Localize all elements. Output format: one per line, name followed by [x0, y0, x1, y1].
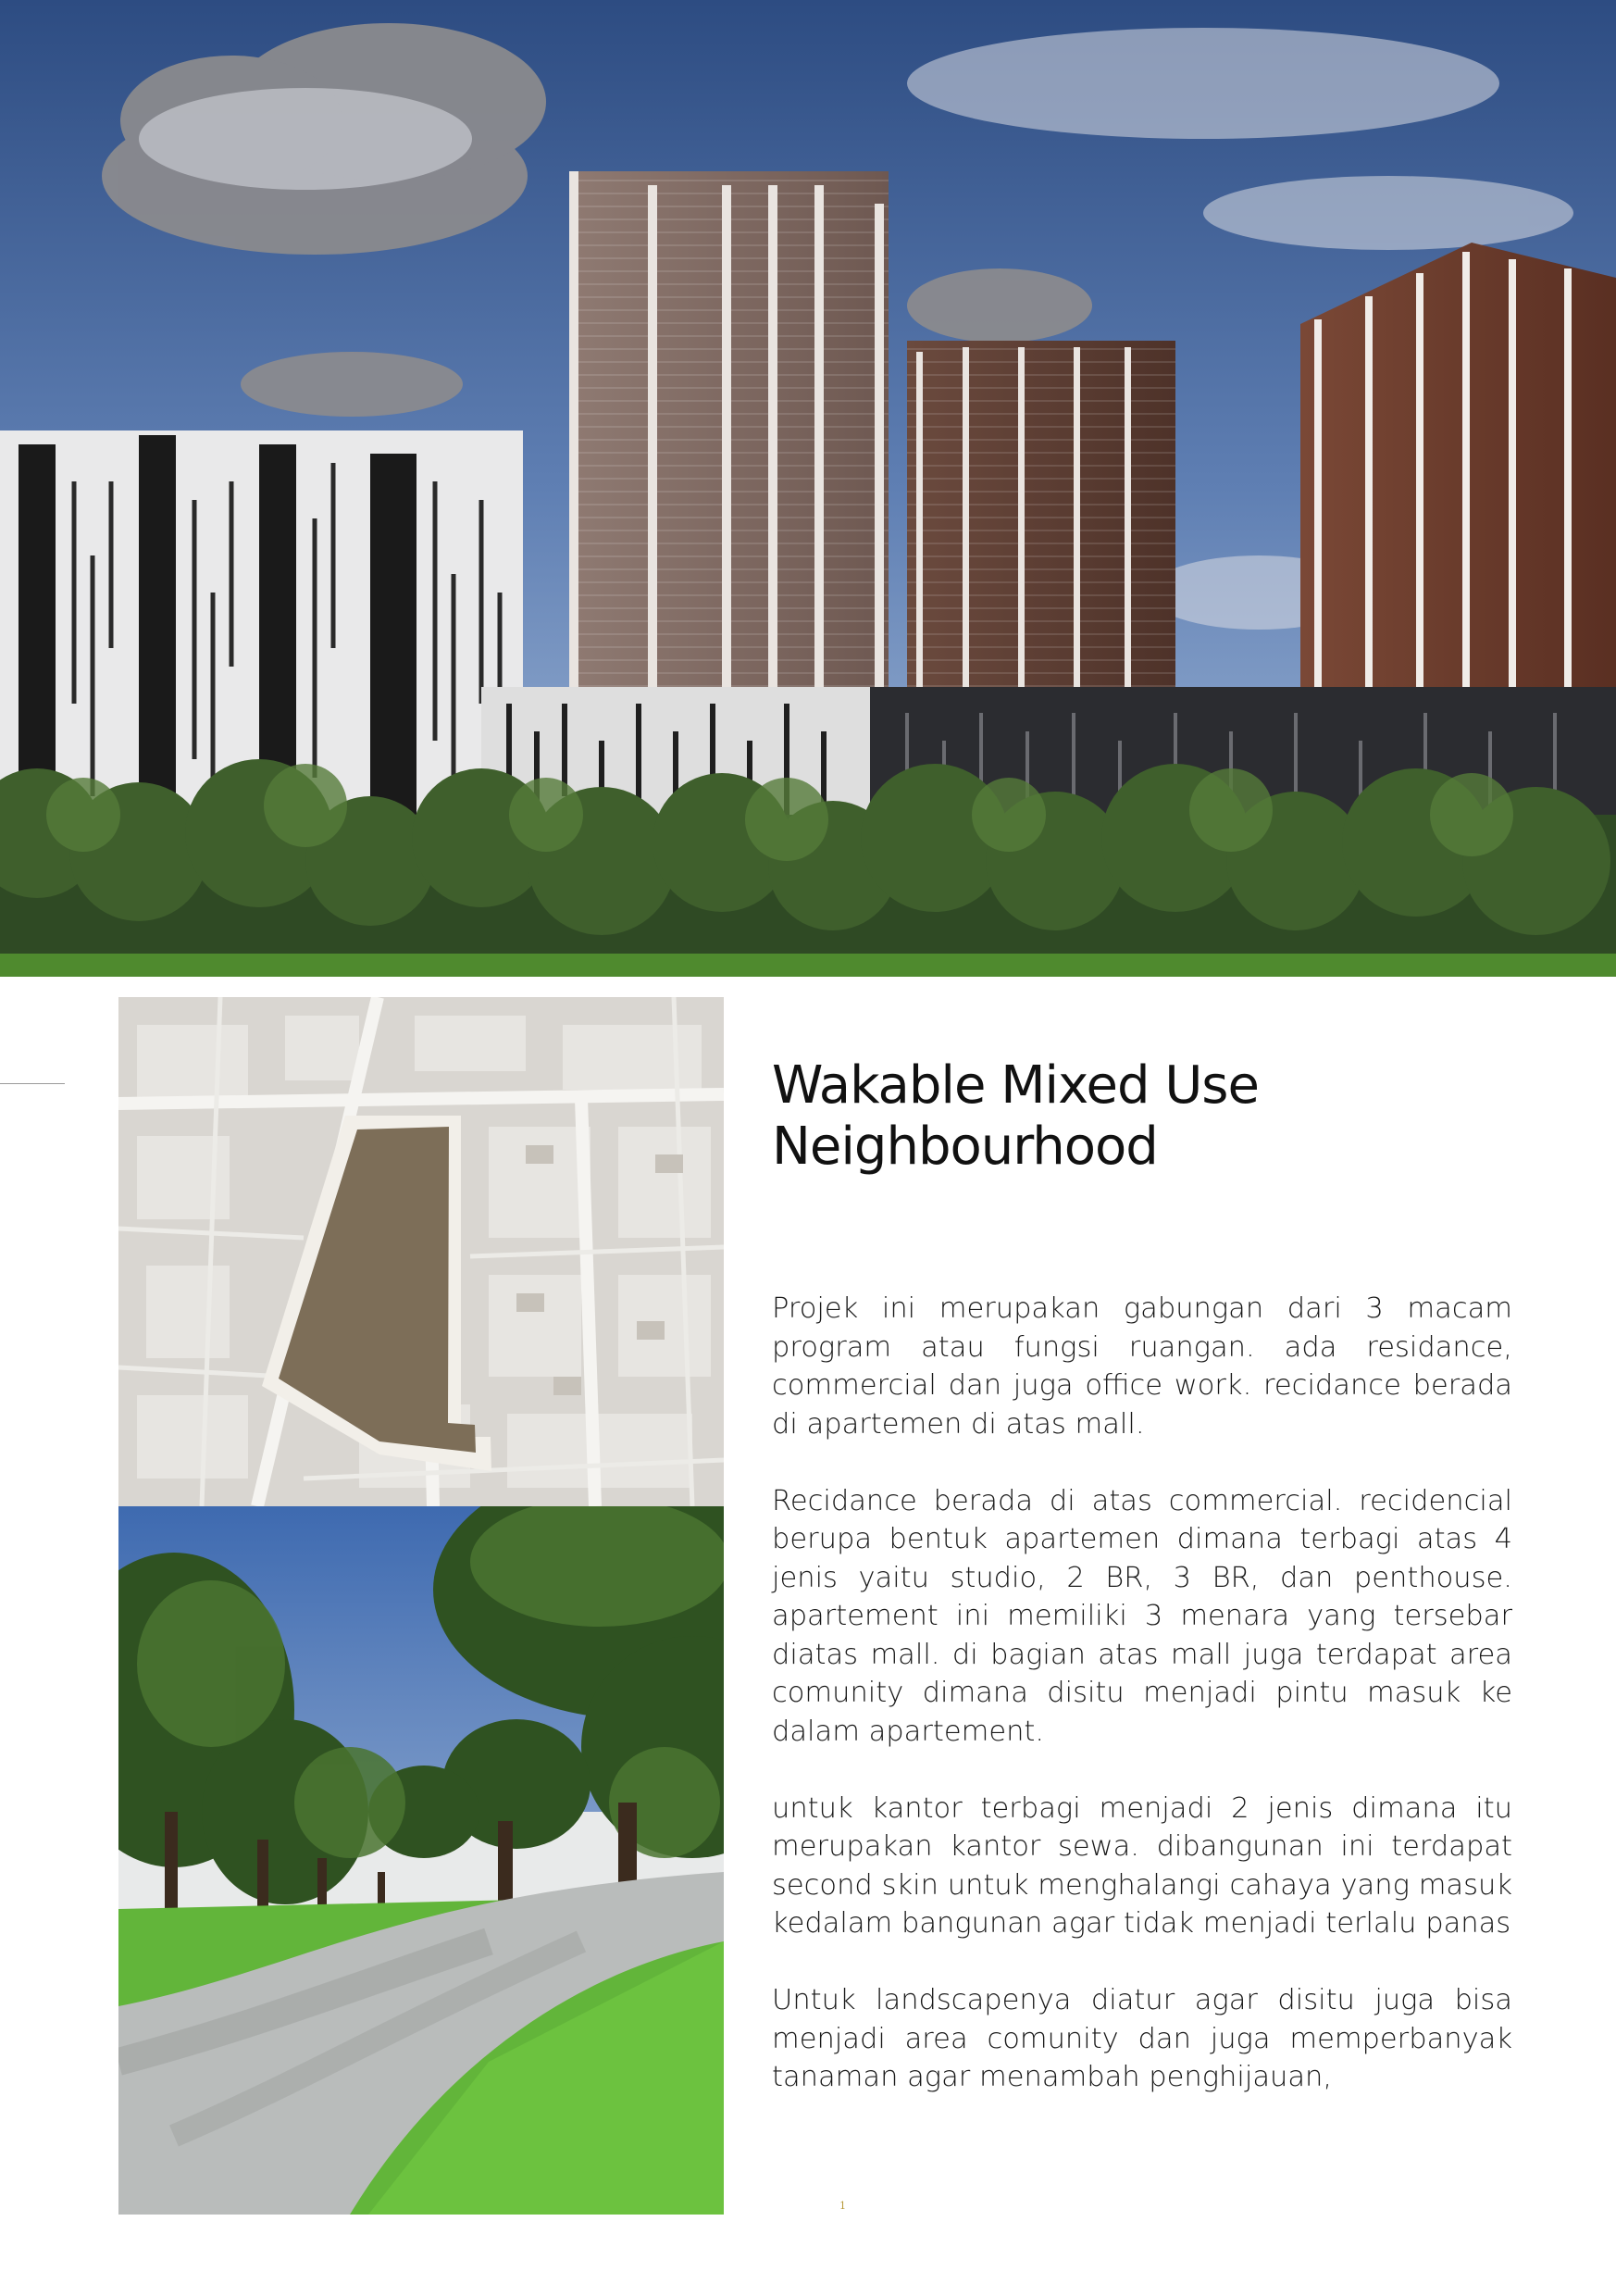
paragraph-landscape: Untuk landscapenya diatur agar disitu juga bisa menjadi area comunity dan juga memperbanyak tanaman agar menambah penghijauan, [772, 1984, 1512, 2093]
paragraph-intro: Projek ini merupakan gabungan dari 3 macam program atau fungsi ruangan. ada residance, commercial dan juga office work. recidance berada di apartemen di atas mall. [772, 1292, 1512, 1441]
paragraph-office: untuk kantor terbagi menjadi 2 jenis dimana itu merupakan kantor sewa. dibangunan ini terdapat second skin untuk menghalangi cahaya yang masuk kedalam bangunan agar tidak menjadi terlalu panas [772, 1791, 1512, 1940]
left-margin-rule [0, 1083, 65, 1084]
body-text [772, 1290, 1512, 2135]
site-map-image [118, 997, 724, 1506]
park-rendering-image [118, 1506, 724, 2215]
hero-rendering-image [0, 0, 1616, 977]
title-line-1: Wakable Mixed Use [772, 1055, 1259, 1116]
title-line-2: Neighbourhood [772, 1117, 1158, 1177]
page-title [772, 1055, 1531, 1178]
page-number: 1 [839, 2200, 846, 2212]
paragraph-residence: Recidance berada di atas commercial. recidencial berupa bentuk apartemen dimana terbagi atas 4 jenis yaitu studio, 2 BR, 3 BR, dan penthouse. apartement ini memiliki 3 menara yang tersebar diatas mall. di bagian atas mall juga terdapat area comunity dimana disitu menjadi pintu masuk ke dalam apartement. [772, 1484, 1512, 1748]
